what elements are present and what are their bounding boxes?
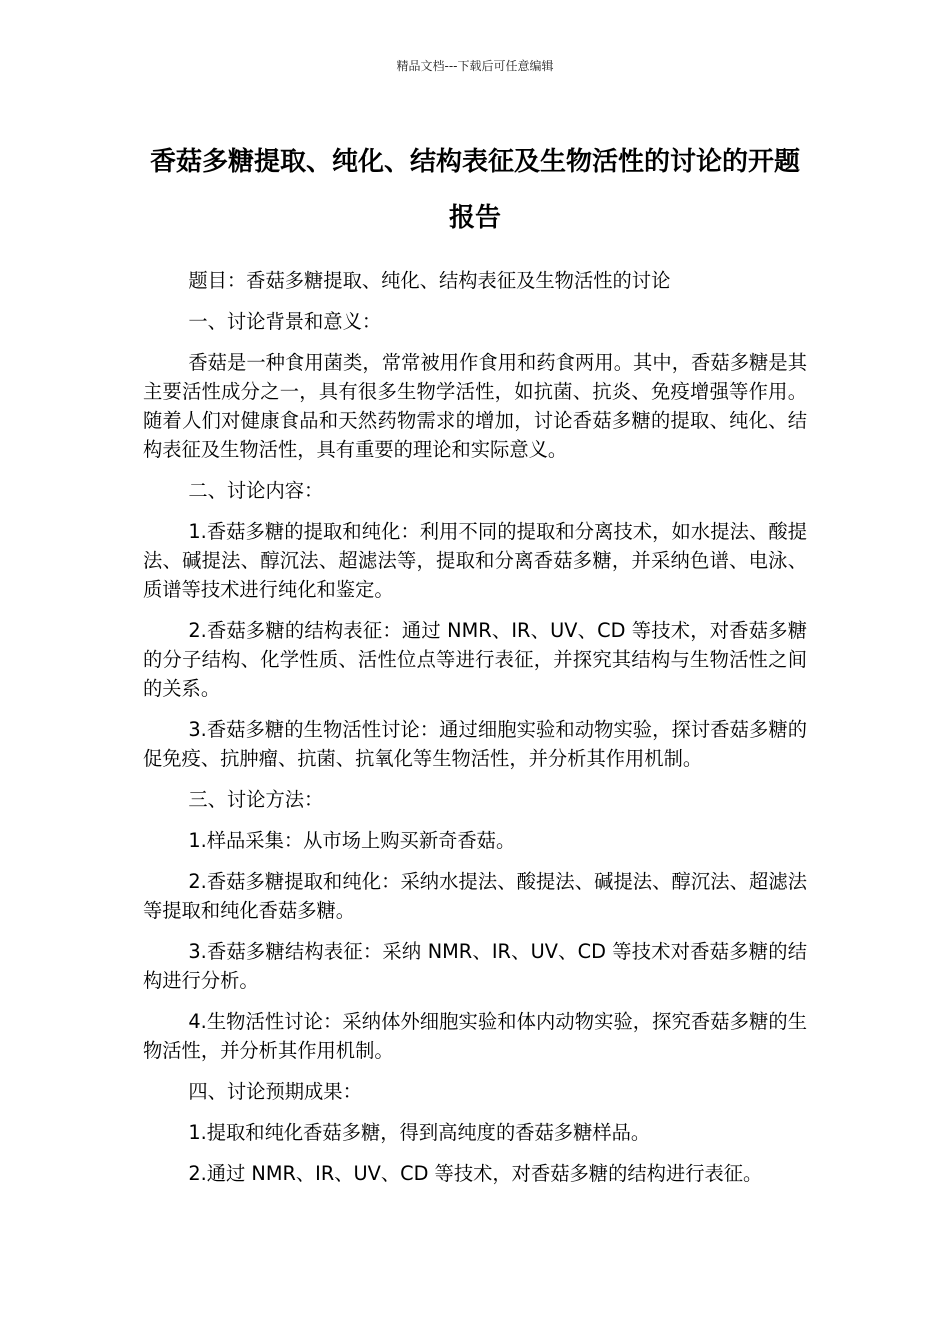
- section-heading-content: 二、讨论内容：: [188, 479, 324, 502]
- document-title: 香菇多糖提取、纯化、结构表征及生物活性的讨论的开题报告: [149, 147, 800, 233]
- page-header-note: 精品文档---下载后可任意编辑: [396, 59, 554, 73]
- content-item-3: 3.香菇多糖的生物活性讨论：通过细胞实验和动物实验，探讨香菇多糖的促免疫、抗肿瘤、抗菌、抗氧化等生物活性，并分析其作用机制。: [143, 718, 807, 770]
- method-item-3: 3.香菇多糖结构表征：采纳 NMR、IR、UV、CD 等技术对香菇多糖的结构进行分析。: [143, 940, 807, 992]
- section-heading-methods: 三、讨论方法：: [188, 788, 324, 811]
- outcome-item-1: 1.提取和纯化香菇多糖，得到高纯度的香菇多糖样品。: [188, 1121, 651, 1144]
- method-item-4: 4.生物活性讨论：采纳体外细胞实验和体内动物实验，探究香菇多糖的生物活性，并分析其作用机制。: [143, 1010, 807, 1062]
- background-paragraph: 香菇是一种食用菌类，常常被用作食用和药食两用。其中，香菇多糖是其主要活性成分之一，具有很多生物学活性，如抗菌、抗炎、免疫增强等作用。随着人们对健康食品和天然药物需求的增加，讨论香菇多糖的提取、纯化、结构表征及生物活性，具有重要的理论和实际意义。: [143, 351, 807, 461]
- content-item-1: 1.香菇多糖的提取和纯化：利用不同的提取和分离技术，如水提法、酸提法、碱提法、醇沉法、超滤法等，提取和分离香菇多糖，并采纳色谱、电泳、质谱等技术进行纯化和鉴定。: [143, 520, 807, 601]
- section-heading-background: 一、讨论背景和意义：: [188, 310, 382, 333]
- method-item-1: 1.样品采集：从市场上购买新奇香菇。: [188, 829, 516, 852]
- content-item-2: 2.香菇多糖的结构表征：通过 NMR、IR、UV、CD 等技术，对香菇多糖的分子结构、化学性质、活性位点等进行表征，并探究其结构与生物活性之间的关系。: [143, 619, 807, 700]
- method-item-2: 2.香菇多糖提取和纯化：采纳水提法、酸提法、碱提法、醇沉法、超滤法等提取和纯化香菇多糖。: [143, 870, 807, 922]
- topic-line: 题目：香菇多糖提取、纯化、结构表征及生物活性的讨论: [188, 269, 671, 292]
- section-heading-outcomes: 四、讨论预期成果：: [188, 1080, 362, 1103]
- outcome-item-2: 2.通过 NMR、IR、UV、CD 等技术，对香菇多糖的结构进行表征。: [188, 1162, 763, 1185]
- document-body: [143, 266, 807, 1200]
